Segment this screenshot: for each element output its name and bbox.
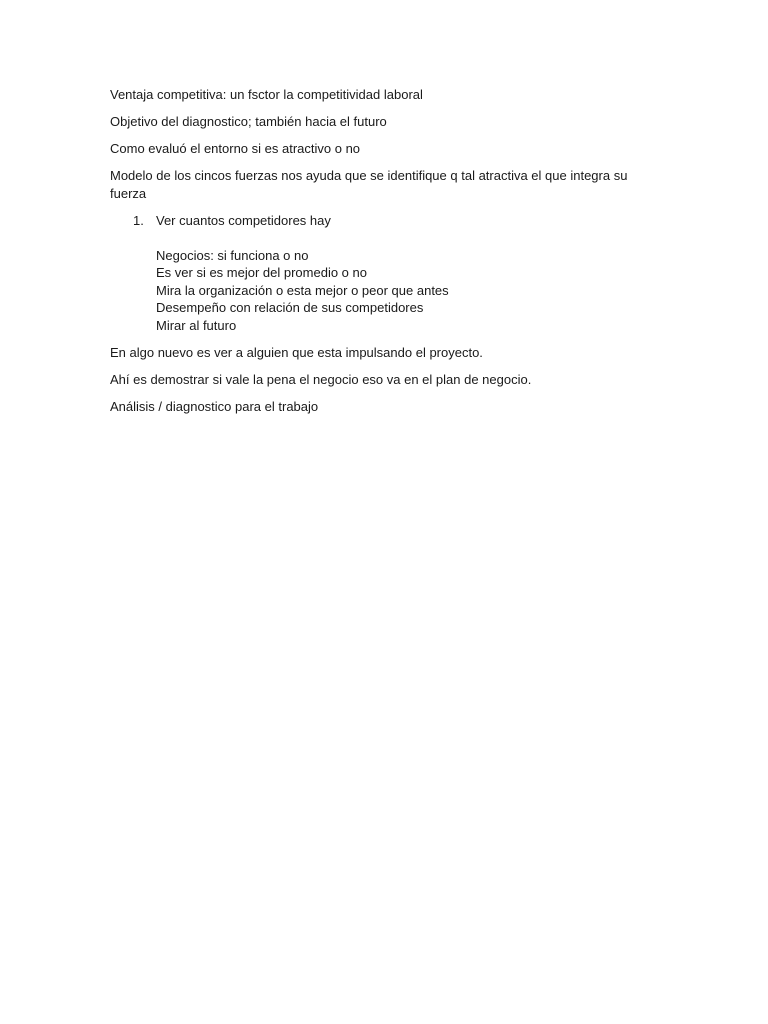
list-sub-line-negocios: Negocios: si funciona o no bbox=[156, 247, 309, 263]
paragraph-ventaja: Ventaja competitiva: un fsctor la competitividad laboral bbox=[110, 87, 423, 102]
blank-line bbox=[156, 229, 640, 247]
paragraph-analisis: Análisis / diagnostico para el trabajo bbox=[110, 398, 319, 414]
paragraph-objetivo: Objetivo del diagnostico; también hacia el futuro bbox=[110, 114, 387, 129]
list-number: 1. bbox=[133, 212, 144, 228]
numbered-list bbox=[110, 212, 640, 335]
list-first-line: Ver cuantos competidores hay bbox=[156, 212, 331, 228]
list-item-text bbox=[156, 212, 640, 335]
paragraph-entorno: Como evaluó el entorno si es atractivo o no bbox=[110, 141, 361, 156]
list-item-1 bbox=[110, 212, 640, 335]
list-sub-line-futuro: Mirar al futuro bbox=[156, 317, 237, 333]
paragraph-algo-nuevo: En algo nuevo es ver a alguien que esta impulsando el proyecto. bbox=[110, 344, 483, 360]
document-body bbox=[110, 86, 640, 425]
paragraph-modelo: Modelo de los cincos fuerzas nos ayuda que se identifique q tal atractiva el que integra su fuerza bbox=[110, 168, 628, 201]
list-sub-line-promedio: Es ver si es mejor del promedio o no bbox=[156, 265, 367, 280]
list-sub-line-desempeno: Desempeño con relación de sus competidores bbox=[156, 300, 424, 315]
paragraph-demostrar: Ahí es demostrar si vale la pena el negocio eso va en el plan de negocio. bbox=[110, 371, 532, 387]
list-sub-line-organizacion: Mira la organización o esta mejor o peor que antes bbox=[156, 282, 449, 298]
